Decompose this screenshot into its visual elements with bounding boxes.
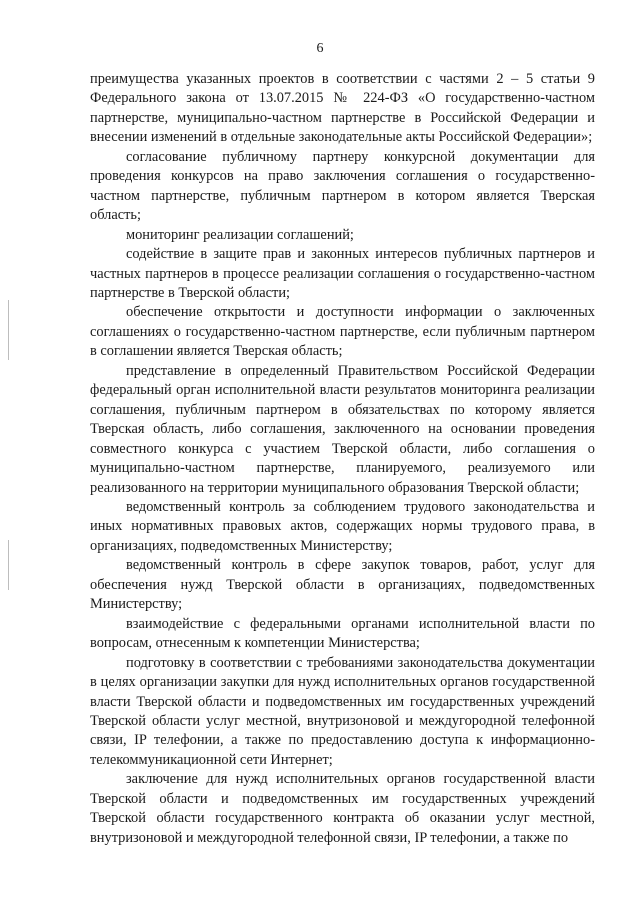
- paragraph-8: ведомственный контроль в сфере закупок товаров, работ, услуг для обеспечения нужд Тверской области в организациях, подведомственных Министерству;: [90, 557, 595, 613]
- paragraph-11: заключение для нужд исполнительных органов государственной власти Тверской области и подведомственных им государственных учреждений Тверской области государственного контракта об оказании услуг местной, внутризоновой и междугородной телефонной связи, IP телефонии, а также по: [90, 771, 595, 846]
- paragraph-10: подготовку в соответствии с требованиями законодательства документации в целях организации закупки для нужд исполнительных органов государственной власти Тверской области и подведомственных им государственных учреждений Тверской области услуг местной, внутризоновой и междугородной телефонной связи, IP телефонии, а также по предоставлению доступа к информационно-телекоммуникационной сети Интернет;: [90, 654, 595, 768]
- paragraph-9: взаимодействие с федеральными органами исполнительной власти по вопросам, отнесенным к компетенции Министерства;: [90, 615, 595, 652]
- paragraph-4: содействие в защите прав и законных интересов публичных партнеров и частных партнеров в процессе реализации соглашения о государственно-частном партнерстве в Тверской области;: [90, 246, 595, 301]
- scan-edge-mark-bottom: [8, 540, 9, 590]
- paragraph-1: преимущества указанных проектов в соответствии с частями 2 – 5 статьи 9 Федерального закона от 13.07.2015 № 224-ФЗ «О государственно-частном партнерстве, муниципально-частном партнерстве в Российской Федерации и внесении изменений в отдельные законодательные акты Российской Федерации»;: [90, 71, 595, 146]
- document-body: [90, 70, 595, 848]
- paragraph-7: ведомственный контроль за соблюдением трудового законодательства и иных нормативных правовых актов, содержащих нормы трудового права, в организациях, подведомственных Министерству;: [90, 498, 595, 554]
- paragraph-3: мониторинг реализации соглашений;: [126, 226, 354, 243]
- paragraph-2: согласование публичному партнеру конкурсной документации для проведения конкурсов на право заключения соглашения о государственно-частном партнерстве, публичным партнером в котором является Тверская область;: [90, 148, 595, 224]
- scan-edge-mark-top: [8, 300, 9, 360]
- page-number: 6: [316, 41, 324, 56]
- paragraph-6: представление в определенный Правительством Российской Федерации федеральный орган исполнительной власти результатов мониторинга реализации соглашения, публичным партнером в обязательствах по которому является Тверская область, либо соглашения, заключенного на основании проведения совместного конкурса с участием Тверской области, либо соглашения о муниципально-частном партнерстве, планируемого, реализуемого или реализованного на территории муниципального образования Тверской области;: [90, 362, 595, 496]
- paragraph-5: обеспечение открытости и доступности информации о заключенных соглашениях о государственно-частном партнерстве, если публичным партнером в соглашении является Тверская область;: [90, 304, 595, 360]
